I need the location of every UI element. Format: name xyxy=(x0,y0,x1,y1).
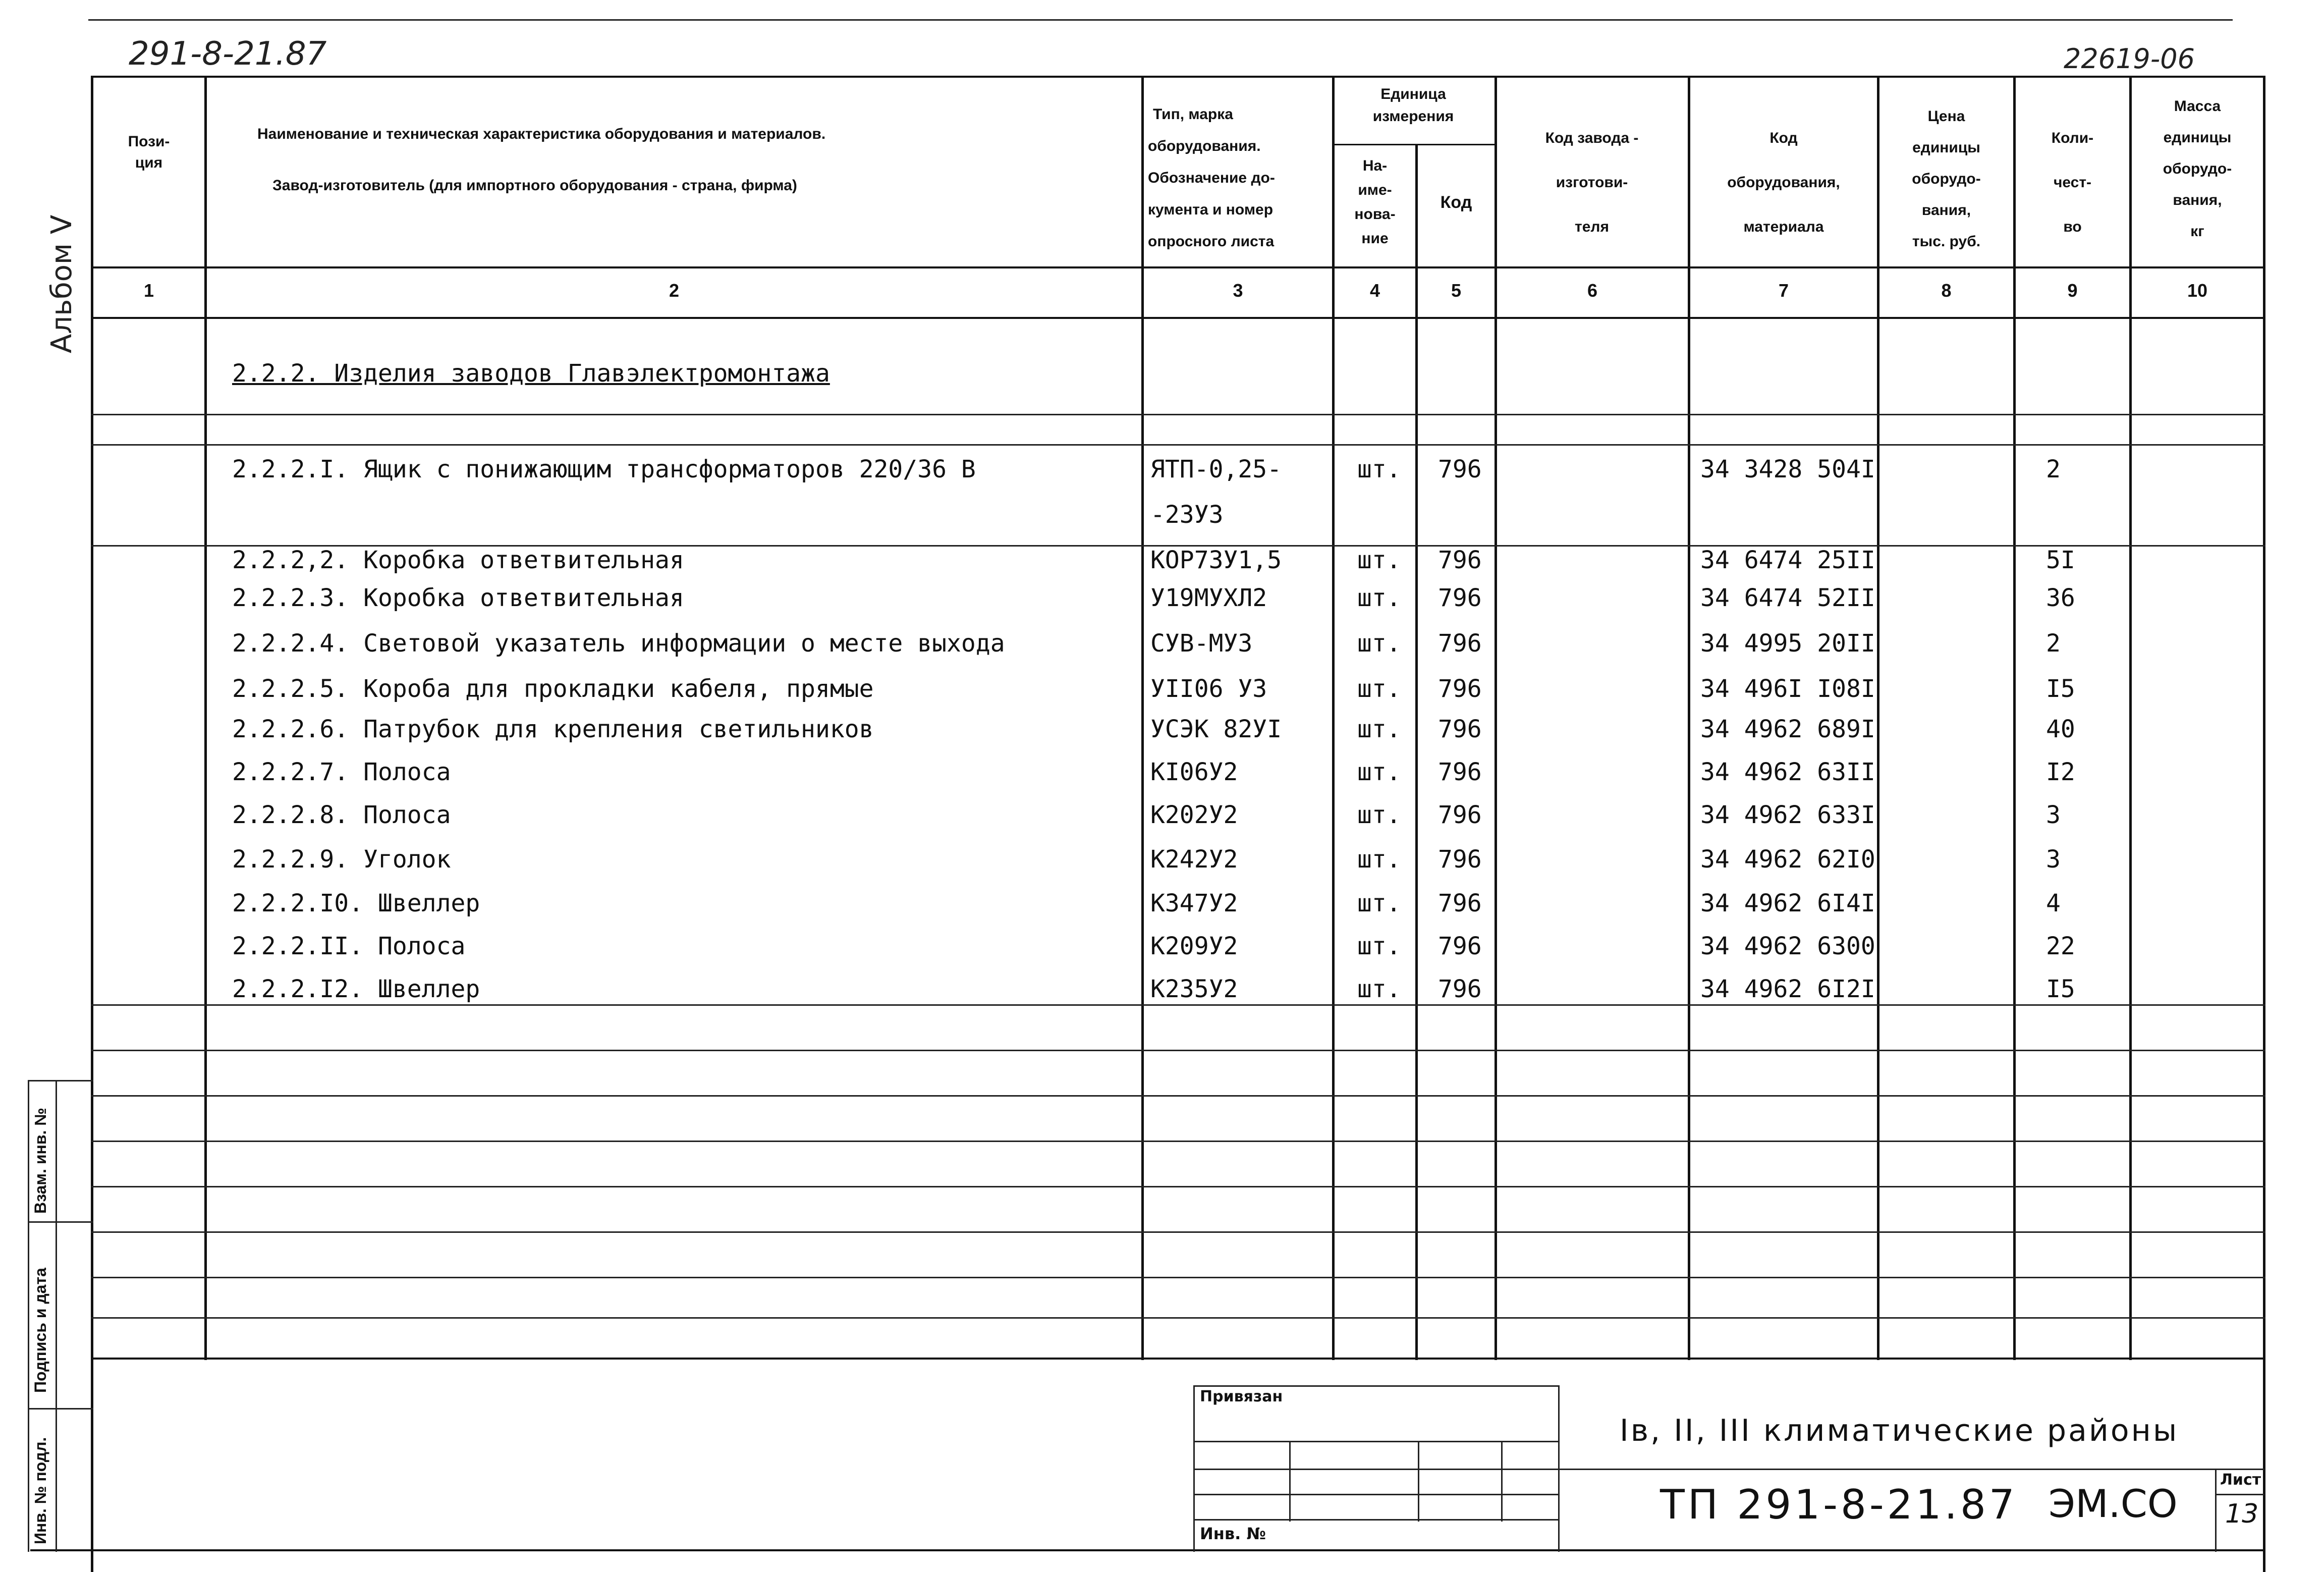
top-rule xyxy=(88,19,2233,21)
cell-name: 2.2.2.II. Полоса xyxy=(232,932,466,960)
cell-name: 2.2.2.I2. Швеллер xyxy=(232,975,480,1003)
table-frame-right xyxy=(2263,76,2265,1572)
colnum-9: 9 xyxy=(2067,280,2078,301)
cell-mat: 34 4962 62I0 xyxy=(1700,845,1875,874)
cell-mat: 34 4995 20II xyxy=(1700,629,1875,658)
sheet-label: Лист xyxy=(2220,1471,2261,1489)
cell-type: УII06 У3 xyxy=(1150,675,1267,703)
cell-mat: 34 3428 504I xyxy=(1700,455,1875,483)
cell-unit: шт. xyxy=(1357,932,1401,960)
header-position: Пози- ция xyxy=(128,133,170,171)
cell-name: 2.2.2.8. Полоса xyxy=(232,801,451,829)
table-bottom xyxy=(91,1358,2265,1360)
cell-unit: шт. xyxy=(1357,758,1401,786)
cell-type: УСЭК 82УI xyxy=(1150,715,1282,743)
cell-unit: шт. xyxy=(1357,845,1401,874)
colnum-7: 7 xyxy=(1778,280,1789,301)
cell-unit: шт. xyxy=(1357,675,1401,703)
colnum-6: 6 xyxy=(1587,280,1598,301)
cell-mat: 34 4962 689I xyxy=(1700,715,1875,743)
cell-mat: 34 6474 52II xyxy=(1700,584,1875,612)
side-stamp-sep-3 xyxy=(28,1408,93,1410)
cell-code: 796 xyxy=(1438,801,1482,829)
cell-mat: 34 6474 25II xyxy=(1700,546,1875,574)
header-price: Цена единицы оборудо- вания, тыс. руб. xyxy=(1912,108,1981,250)
side-label-replace-inv: Взам. инв. № xyxy=(31,1108,49,1214)
col-sep-2 xyxy=(1141,76,1144,1360)
row-rule xyxy=(91,1277,2265,1278)
col-sep-8 xyxy=(2013,76,2016,1360)
header-plant-code: Код завода - изготови- теля xyxy=(1545,130,1639,235)
col-sep-3 xyxy=(1332,76,1335,1360)
row-rule xyxy=(91,414,2265,415)
cell-mat: 34 4962 633I xyxy=(1700,801,1875,829)
cell-unit: шт. xyxy=(1357,975,1401,1003)
header-quantity: Коли- чест- во xyxy=(2051,130,2094,235)
colnum-8: 8 xyxy=(1941,280,1952,301)
row-rule xyxy=(91,1050,2265,1051)
cell-mat: 34 4962 6I2I xyxy=(1700,975,1875,1003)
cell-qty: 2 xyxy=(2046,455,2061,483)
album-label: Альбом V xyxy=(45,214,78,353)
cell-type: К347У2 xyxy=(1150,889,1238,917)
bound-vgrid-1 xyxy=(1289,1441,1291,1522)
cell-code: 796 xyxy=(1438,546,1482,574)
unit-subheader-line xyxy=(1332,144,1495,145)
cell-code: 796 xyxy=(1438,889,1482,917)
bound-grid-4 xyxy=(1193,1519,1559,1521)
colnum-4: 4 xyxy=(1369,280,1380,301)
cell-name: 2.2.2,2. Коробка ответвительная xyxy=(232,546,684,574)
row-rule xyxy=(91,444,2265,446)
row-rule xyxy=(91,1004,2265,1006)
cell-name: 2.2.2.5. Короба для прокладки кабеля, прямые xyxy=(232,675,874,703)
cell-type: ЯТП-0,25- xyxy=(1150,455,1282,483)
bound-grid-1 xyxy=(1193,1441,1559,1442)
cell-name: 2.2.2.9. Уголок xyxy=(232,845,451,874)
colnum-2: 2 xyxy=(669,280,680,301)
cell-type: У19МУХЛ2 xyxy=(1150,584,1267,612)
cell-code: 796 xyxy=(1438,675,1482,703)
row-rule xyxy=(91,1141,2265,1142)
header-unit-code: Код xyxy=(1440,193,1472,212)
cell-qty: 3 xyxy=(2046,845,2061,874)
header-unit-name: На- име- нова- ние xyxy=(1354,157,1396,247)
cell-type: -23У3 xyxy=(1150,501,1224,529)
side-label-sign-date: Подпись и дата xyxy=(31,1268,49,1393)
cell-qty: I2 xyxy=(2046,758,2075,786)
row-rule xyxy=(91,1231,2265,1233)
cell-name: 2.2.2.7. Полоса xyxy=(232,758,451,786)
doc-code-handwritten: 291-8-21.87 xyxy=(129,35,327,73)
cell-code: 796 xyxy=(1438,629,1482,658)
header-type: Тип, марка оборудования. Обозначение до- кумента и номер опросного листа xyxy=(1148,106,1275,250)
cell-mat: 34 4962 6300 xyxy=(1700,932,1875,960)
side-stamp-mid xyxy=(56,1080,57,1552)
cell-name: 2.2.2.4. Световой указатель информации о месте выхода xyxy=(232,629,1005,658)
archive-number-handwritten: 22619-06 xyxy=(2064,43,2195,75)
cell-mat: 34 4962 63II xyxy=(1700,758,1875,786)
row-rule xyxy=(91,1186,2265,1187)
colnum-1: 1 xyxy=(143,280,154,301)
table-top xyxy=(91,76,2265,78)
cell-unit: шт. xyxy=(1357,889,1401,917)
col-sep-1 xyxy=(204,76,207,1360)
col-sep-5 xyxy=(1495,76,1497,1360)
cell-name: 2.2.2.I. Ящик с понижающим трансформаторов 220/36 В xyxy=(232,455,976,483)
cell-name: 2.2.2.3. Коробка ответвительная xyxy=(232,584,684,612)
cell-mat: 34 496I I08I xyxy=(1700,675,1875,703)
col-sep-6 xyxy=(1688,76,1690,1360)
cell-code: 796 xyxy=(1438,715,1482,743)
cell-code: 796 xyxy=(1438,975,1482,1003)
cell-unit: шт. xyxy=(1357,629,1401,658)
cell-type: К209У2 xyxy=(1150,932,1238,960)
cell-qty: 40 xyxy=(2046,715,2075,743)
doc-code-top xyxy=(1558,1469,2264,1470)
colnum-5: 5 xyxy=(1451,280,1462,301)
cell-qty: 4 xyxy=(2046,889,2061,917)
cell-qty: 2 xyxy=(2046,629,2061,658)
side-stamp-sep-2 xyxy=(28,1221,93,1223)
side-label-inv-sub: Инв. № подл. xyxy=(31,1437,49,1544)
cell-code: 796 xyxy=(1438,455,1482,483)
cell-unit: шт. xyxy=(1357,455,1401,483)
row-rule xyxy=(91,1317,2265,1319)
col-sep-7 xyxy=(1877,76,1879,1360)
cell-mat: 34 4962 6I4I xyxy=(1700,889,1875,917)
cell-type: КОР73У1,5 xyxy=(1150,546,1282,574)
sheet-box-left xyxy=(2215,1469,2217,1552)
colnum-3: 3 xyxy=(1233,280,1243,301)
cell-qty: 3 xyxy=(2046,801,2061,829)
cell-name: 2.2.2.6. Патрубок для крепления светильников xyxy=(232,715,874,743)
header-mass: Масса единицы оборудо- вания, кг xyxy=(2163,98,2232,240)
cell-type: К202У2 xyxy=(1150,801,1238,829)
bound-label: Привязан xyxy=(1200,1388,1283,1405)
sheet-box-mid xyxy=(2215,1494,2264,1495)
bound-grid-3 xyxy=(1193,1494,1559,1495)
colnum-10: 10 xyxy=(2187,280,2208,301)
numbers-bottom xyxy=(91,317,2265,319)
cell-qty: 22 xyxy=(2046,932,2075,960)
cell-qty: 5I xyxy=(2046,546,2075,574)
bound-box-top xyxy=(1193,1385,1559,1387)
cell-type: К235У2 xyxy=(1150,975,1238,1003)
cell-code: 796 xyxy=(1438,758,1482,786)
cell-code: 796 xyxy=(1438,845,1482,874)
cell-qty: 36 xyxy=(2046,584,2075,612)
doc-mark: ЭМ.СО xyxy=(2049,1481,2178,1526)
doc-code: ТП 291-8-21.87 xyxy=(1660,1481,2018,1528)
col-sep-9 xyxy=(2129,76,2132,1360)
cell-code: 796 xyxy=(1438,932,1482,960)
cell-qty: I5 xyxy=(2046,675,2075,703)
cell-qty: I5 xyxy=(2046,975,2075,1003)
bound-vgrid-2 xyxy=(1418,1441,1419,1522)
climate-zones: Iв, II, III климатические районы xyxy=(1620,1413,2179,1448)
bound-grid-2 xyxy=(1193,1469,1559,1470)
col-sep-4 xyxy=(1415,144,1418,1360)
cell-code: 796 xyxy=(1438,584,1482,612)
cell-name: 2.2.2.I0. Швеллер xyxy=(232,889,480,917)
cell-unit: шт. xyxy=(1357,584,1401,612)
row-rule xyxy=(91,1095,2265,1097)
side-stamp-sep-1 xyxy=(28,1080,93,1081)
cell-type: КI06У2 xyxy=(1150,758,1238,786)
page-bottom xyxy=(30,1549,2265,1551)
header-unit: Единица измерения xyxy=(1372,86,1454,125)
header-bottom xyxy=(91,266,2265,268)
sheet-number: 13 xyxy=(2225,1499,2259,1529)
cell-type: СУВ-МУ3 xyxy=(1150,629,1253,658)
inv-number-label: Инв. № xyxy=(1200,1524,1266,1543)
bound-vgrid-3 xyxy=(1501,1441,1503,1522)
cell-type: К242У2 xyxy=(1150,845,1238,874)
section-title: 2.2.2. Изделия заводов Главэлектромонтажа xyxy=(232,359,830,388)
cell-unit: шт. xyxy=(1357,546,1401,574)
side-stamp-left xyxy=(28,1080,29,1552)
cell-unit: шт. xyxy=(1357,715,1401,743)
cell-unit: шт. xyxy=(1357,801,1401,829)
header-name: Наименование и техническая характеристика оборудования и материалов. Завод-изготовитель (для импортного оборудования - страна, фирма) xyxy=(257,126,826,194)
header-material-code: Код оборудования, материала xyxy=(1727,130,1840,235)
